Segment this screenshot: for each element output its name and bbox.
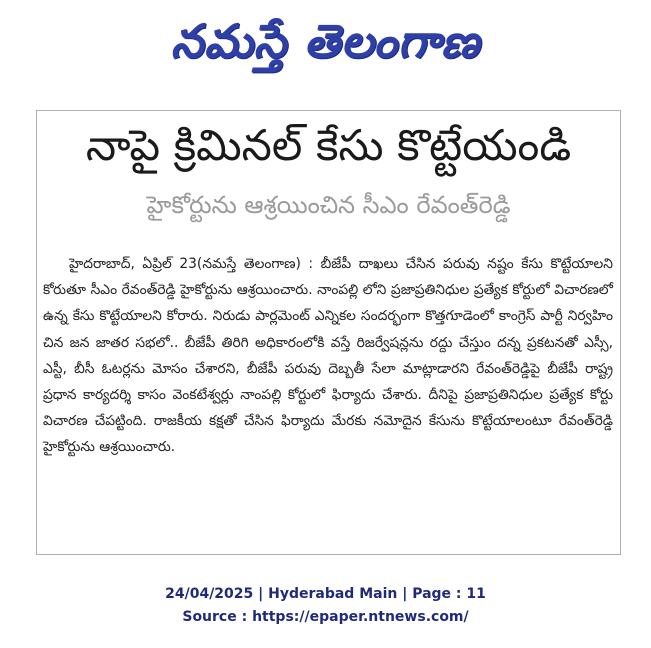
footer-dateline: 24/04/2025 | Hyderabad Main | Page : 11 <box>165 586 486 602</box>
article-subheadline: హైకోర్టును ఆశ్రయించిన సీఎం రేవంత్‌రెడ్డి <box>146 191 511 219</box>
newspaper-masthead: నమస్తే తెలంగాణ <box>170 14 481 68</box>
article-body: హైదరాబాద్, ఏప్రిల్ 23(నమస్తే తెలంగాణ) : బీజేపీ దాఖలు చేసిన పరువు నష్టం కేసు కొట్టేయాలని కోరుతూ సీఎం రేవంత్‌రెడ్డి హైకోర్టును ఆశ్రయించారు. నాంపల్లి లోని ప్రజాప్రతినిధుల ప్రత్యేక కోర్టులో విచారణలో ఉన్న కేసు కొట్టేయాలని కోరారు. నిరుడు పార్లమెంట్ ఎన్నికల సందర్భంగా కొత్తగూడెంలో కాంగ్రెస్ పార్టీ నిర్వహిం చిన జన జాతర సభలో.. బీజేపీ తిరిగి అధికారంలోకి వస్తే రిజర్వేషన్లను రద్దు చేస్తుం దన్న ప్రకటనతో ఎస్సీ, ఎస్టీ, బీసీ ఓటర్లను మోసం చేశారని, బీజేపీ పరువు దెబ్బతీ సేలా మాట్లాడారని రేవంత్‌రెడ్డిపై బీజేపీ రాష్ట్ర ప్రధాన కార్యదర్శి కాసం వెంకటేశ్వర్లు నాంపల్లి కోర్టులో ఫిర్యాదు చేశారు. దీనిపై ప్రజాప్రతినిధుల ప్రత్యేక కోర్టు విచారణ చేపట్టింది. రాజకీయ కక్షతో చేసిన ఫిర్యాదు మేరకు నమోదైన కేసును కొట్టేయాలంటూ రేవంత్‌రెడ్డి హైకోర్టును ఆశ్రయించారు. <box>43 256 613 456</box>
article-headline: నాపై క్రిమినల్ కేసు కొట్టేయండి <box>85 121 572 171</box>
footer-source: Source : https://epaper.ntnews.com/ <box>182 609 469 625</box>
news-clipping <box>36 110 621 555</box>
clipping-footer <box>0 583 651 629</box>
